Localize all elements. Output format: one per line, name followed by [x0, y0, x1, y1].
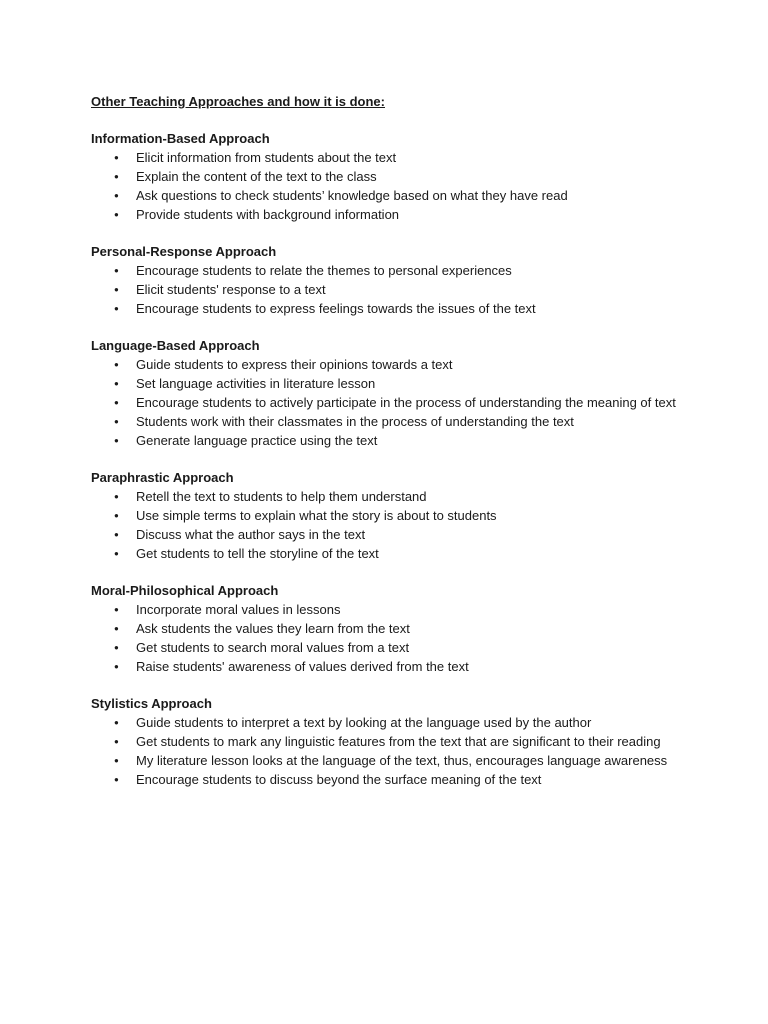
list-item: ● Encourage students to relate the themes to personal experiences	[91, 261, 681, 280]
list-item: ● Get students to mark any linguistic features from the text that are significant to their reading	[91, 732, 681, 751]
list-item: ● Ask students the values they learn from the text	[91, 619, 681, 638]
section-paraphrastic	[91, 468, 681, 563]
list-item: ● Encourage students to actively participate in the process of understanding the meaning of text	[91, 393, 681, 412]
list-item: ● Explain the content of the text to the class	[91, 167, 681, 186]
list-item: ● My literature lesson looks at the language of the text, thus, encourages language awareness	[91, 751, 681, 770]
document-page	[91, 92, 681, 807]
list-item: ● Elicit students' response to a text	[91, 280, 681, 299]
list-item: ● Encourage students to express feelings towards the issues of the text	[91, 299, 681, 318]
list-item: ● Get students to tell the storyline of the text	[91, 544, 681, 563]
list-item: ● Guide students to express their opinions towards a text	[91, 355, 681, 374]
list-item: ● Retell the text to students to help them understand	[91, 487, 681, 506]
list-item: ● Ask questions to check students’ knowledge based on what they have read	[91, 186, 681, 205]
section-stylistics	[91, 694, 681, 789]
bullet-list	[91, 355, 681, 450]
section-heading: Language-Based Approach	[91, 338, 260, 353]
list-item: ● Generate language practice using the text	[91, 431, 681, 450]
section-personal-response	[91, 242, 681, 318]
section-heading: Moral-Philosophical Approach	[91, 583, 279, 598]
bullet-list	[91, 487, 681, 563]
bullet-list	[91, 148, 681, 224]
list-item: ● Students work with their classmates in the process of understanding the text	[91, 412, 681, 431]
list-item: ● Raise students' awareness of values derived from the text	[91, 657, 681, 676]
list-item: ● Provide students with background information	[91, 205, 681, 224]
section-heading: Information-Based Approach	[91, 131, 270, 146]
list-item: ● Elicit information from students about the text	[91, 148, 681, 167]
section-information-based	[91, 129, 681, 224]
section-heading: Paraphrastic Approach	[91, 470, 234, 485]
list-item: ● Get students to search moral values from a text	[91, 638, 681, 657]
document-title: Other Teaching Approaches and how it is done:	[91, 94, 385, 109]
list-item: ● Discuss what the author says in the text	[91, 525, 681, 544]
section-heading: Stylistics Approach	[91, 696, 212, 711]
bullet-list	[91, 600, 681, 676]
list-item: ● Set language activities in literature lesson	[91, 374, 681, 393]
bullet-list	[91, 261, 681, 318]
section-heading: Personal-Response Approach	[91, 244, 277, 259]
list-item: ● Incorporate moral values in lessons	[91, 600, 681, 619]
list-item: ● Encourage students to discuss beyond the surface meaning of the text	[91, 770, 681, 789]
section-moral-philosophical	[91, 581, 681, 676]
bullet-list	[91, 713, 681, 789]
list-item: ● Use simple terms to explain what the story is about to students	[91, 506, 681, 525]
list-item: ● Guide students to interpret a text by looking at the language used by the author	[91, 713, 681, 732]
section-language-based	[91, 336, 681, 450]
